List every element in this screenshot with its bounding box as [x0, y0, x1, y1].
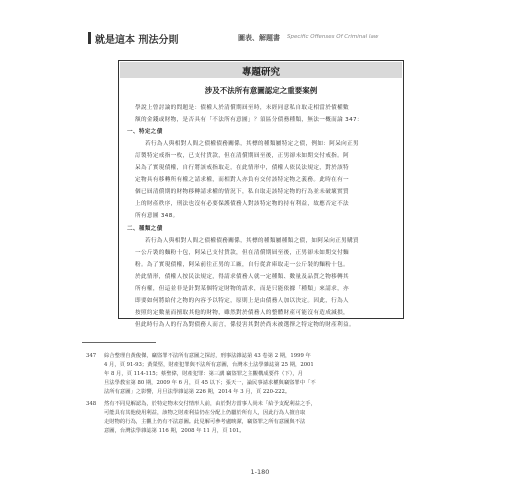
paragraph-line: 若行為人與相對人間之債權債務關係，其標的種類屬特定之債，例如：阿呆向正男 — [145, 141, 359, 147]
paragraph-line: 但此時行為人的行為對債務人而言，係侵害其對於尚未被選擇之特定物的財產利益。 — [135, 322, 355, 328]
paragraph-line: 按照約定數量而擅取其他的財物，雖然對於債務人的整體財產可能沒有造成減損， — [135, 310, 349, 316]
header-title: 就是這本 刑法分則 — [95, 35, 179, 46]
intro-line: 學說上曾討論的問題是：債權人於清償期屆至時，未經同意私自取走相當於債權數 — [135, 105, 349, 111]
box-subtitle: 涉及不法所有意圖認定之重要案例 — [204, 86, 318, 95]
paragraph-line: 訂製特定戒指一枚，已支付貨款，但在清償期屆至後，正男卻未如期交付戒指。阿 — [135, 153, 349, 159]
section-heading-generic-debt: 二、種類之債 — [127, 226, 163, 232]
paragraph-line: 個已屆清償期的財物移轉請求權的情況下，私自取走該特定物的行為並未破壞實質 — [135, 189, 349, 195]
special-topic-box — [118, 60, 404, 328]
running-header — [88, 29, 468, 47]
header-subtitle: 圖表、解題書 — [238, 34, 280, 42]
intro-line: 額的金錢或財物，是否具有「不法所有意圖」？須區分債務種類，無法一概而論 347： — [135, 117, 363, 123]
footnote-line: 4 月，頁 91-93；黃榮堅，財產犯罪與不法所有意圖，台灣本土法學雜誌第 25 期，2001 — [104, 362, 314, 368]
paragraph-line: 粉。為了實現債權，阿呆前往正男的工廠，自行從倉庫取走一公斤裝的麵粉十包。 — [135, 262, 349, 268]
paragraph-line: 若行為人與相對人間之債權債務關係，其標的種類屬種類之債，如阿呆向正男購買 — [145, 238, 359, 244]
box-title: 專題研究 — [241, 67, 280, 78]
footnote-line: 意圖，台灣法學雜誌第 116 期，2008 年 11 月，頁 101。 — [104, 428, 245, 434]
paragraph-line: 即要如何將給付之物的內容予以特定，原則上是由債務人加以決定。因此，行為人 — [135, 298, 349, 304]
header-bar-mark — [88, 32, 91, 44]
paragraph-line: 所有意圖 348。 — [135, 213, 179, 219]
footnote-number: 348 — [86, 401, 97, 407]
paragraph-line: 上的財產秩序，刑法也沒有必要保護債務人對該特定物的持有利益，故應否定不法 — [135, 201, 349, 207]
footnote-divider — [82, 342, 156, 343]
box-title-bar — [120, 62, 402, 78]
paragraph-line: 一公斤裝的麵粉十包，阿呆已支付貨款，但在清償期屆至後，正男卻未如期交付麵 — [135, 250, 349, 256]
footnote-line: 旦法學教室第 80 期，2009 年 6 月，頁 45 以下；張天一，論民事請求權與竊盜罪中「不 — [104, 380, 316, 386]
page-number: 1-180 — [250, 468, 270, 476]
footnote-line: 綜合整理自黃俊傑，竊盜罪不法所有意圖之探討，刑事法雜誌第 43 卷第 2 期，1999 年 — [104, 353, 311, 359]
footnote-line: 法所有意圖」之影響，月旦法學雜誌第 226 期，2014 年 3 月，頁 220-222。 — [104, 389, 291, 395]
paragraph-line: 定物具有移轉所有權之請求權，而相對人亦負有交付該特定物之義務。此時在有一 — [135, 177, 349, 183]
paragraph-line: 所有權，但這並非是針對某個特定財物的請求，而是只能依據「種類」來請求，亦 — [135, 286, 349, 292]
footnote-line: 走財物的行為，主觀上仍有不法意圖。此見解可參考盧映潔，竊盜罪之所有意圖與不法 — [104, 419, 306, 425]
section-heading-specific-debt: 一、特定之債 — [127, 129, 163, 135]
footnote-line: 然有不同見解認為，於特定物未交付情形人前，由於對方當事人尚未「給予支配利益之手， — [104, 401, 316, 407]
footnote-line: 年 8 月，頁 114-115；蔡聖偉，財產犯罪：第三講 竊盜罪之主觀構成要件（下），月 — [104, 371, 303, 377]
footnote-number: 347 — [86, 353, 97, 359]
paragraph-line: 於此情形，債權人按民法規定，得請求債務人就一定種類、數量及品質之物移轉其 — [135, 274, 349, 280]
footnote-line: 可能具有其他使用利益，該物之財產利益仍在分配上仍屬於所有人，因此行為人擅自取 — [104, 410, 306, 416]
header-english-title: Specific Offenses Of Criminal law — [287, 34, 379, 40]
paragraph-line: 呆為了實現債權，自行將該戒指取走，在此情形中，債權人依民法規定，對於該特 — [135, 165, 349, 171]
